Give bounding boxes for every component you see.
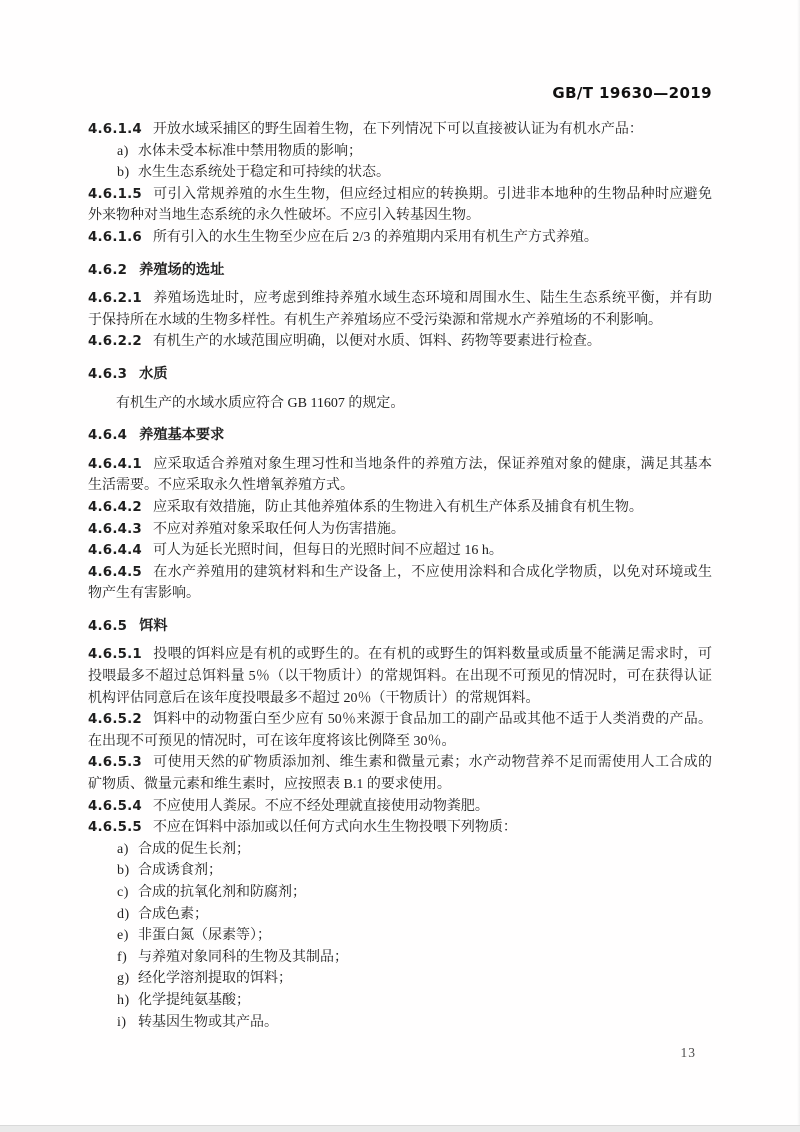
clause-text: 养殖场选址时，应考虑到维持养殖水域生态环境和周围水生、陆生生态系统平衡，并有助于保持所在水域的生物多样性。有机生产养殖场应不受污染源和常规水产养殖场的不利影响。: [88, 291, 712, 328]
list-item-marker: e): [117, 928, 129, 944]
heading-title: 养殖场的选址: [139, 261, 225, 278]
clause-paragraph: [88, 817, 712, 839]
list-item-marker: a): [117, 143, 129, 159]
heading-title: 饵料: [139, 617, 168, 634]
list-item-marker: c): [117, 885, 129, 900]
list-item-marker: f): [117, 949, 128, 965]
list-item-text: 合成诱食剂；: [138, 863, 222, 879]
clause-text: 有机生产的水域范围应明确，以便对水质、饵料、药物等要素进行检查。: [152, 334, 601, 350]
heading-number: 4.6.5: [88, 618, 128, 634]
clause-number: 4.6.5.4: [88, 798, 142, 814]
page-footer: [88, 1045, 712, 1061]
clause-number: 4.6.5.5: [88, 820, 142, 836]
list-item: [88, 162, 712, 184]
clause-number: 4.6.4.1: [88, 456, 142, 472]
list-item-text: 经化学溶剂提取的饵料；: [138, 971, 292, 987]
document-content: [88, 119, 712, 1033]
list-item: [88, 882, 712, 904]
clause-text: 可使用天然的矿物质添加剂、维生素和微量元素；水产动物营养不足而需使用人工合成的矿物质、微量元素和维生素时，应按照表 B.1 的要求使用。: [88, 755, 712, 793]
list-item-text: 合成的促生长剂；: [138, 841, 250, 857]
section-heading: [88, 364, 712, 386]
list-item: [88, 141, 712, 163]
list-item: [88, 839, 712, 861]
list-item: [88, 860, 712, 882]
clause-paragraph: [88, 644, 712, 709]
page-header: [88, 84, 712, 102]
list-item: [88, 947, 712, 969]
section-heading: [88, 425, 712, 447]
list-item: [88, 925, 712, 947]
list-item: [88, 968, 712, 990]
list-item-marker: a): [117, 841, 129, 857]
list-item: [88, 1012, 712, 1034]
clause-text: 可人为延长光照时间，但每日的光照时间不应超过 16 h。: [152, 543, 503, 559]
clause-text: 饵料中的动物蛋白至少应有 50％来源于食品加工的副产品或其他不适于人类消费的产品。在出现不可预见的情况时，可在该年度将该比例降至 30％。: [88, 712, 712, 749]
clause-paragraph: [88, 227, 712, 249]
ordered-list: [88, 839, 712, 1033]
clause-paragraph: [88, 288, 712, 331]
clause-number: 4.6.5.3: [88, 755, 142, 771]
clause-paragraph: [88, 497, 712, 519]
list-item-marker: d): [117, 906, 130, 922]
clause-number: 4.6.2.1: [88, 291, 142, 307]
page-number: 13: [680, 1045, 696, 1061]
list-item-marker: h): [117, 992, 130, 1008]
ordered-list: [88, 141, 712, 184]
clause-text: 投喂的饵料应是有机的或野生的。在有机的或野生的饵料数量或质量不能满足需求时，可投喂最多不超过总饵料量 5％（以干物质计）的常规饵料。在出现不可预见的情况时，可在获得认证机构评估同意后在该年度投喂最多不超过 20％（干物质计）的常规饵料。: [88, 647, 712, 706]
clause-paragraph: [88, 540, 712, 562]
clause-number: 4.6.5.1: [88, 647, 142, 663]
clause-text: 不应使用人粪尿。不应不经处理就直接使用动物粪肥。: [152, 798, 489, 814]
clause-text: 不应在饵料中添加或以任何方式向水生生物投喂下列物质：: [152, 820, 517, 836]
list-item-text: 合成色素；: [138, 906, 208, 922]
clause-text: 在水产养殖用的建筑材料和生产设备上，不应使用涂料和合成化学物质，以免对环境或生物产生有害影响。: [88, 564, 712, 602]
list-item-text: 合成的抗氧化剂和防腐剂；: [138, 885, 306, 900]
clause-paragraph: [88, 184, 712, 227]
clause-paragraph: [88, 752, 712, 795]
heading-title: 水质: [139, 365, 168, 382]
clause-number: 4.6.4.5: [88, 564, 142, 580]
clause-paragraph: [88, 519, 712, 541]
clause-number: 4.6.4.2: [88, 499, 142, 515]
list-item-text: 非蛋白氮（尿素等）；: [138, 928, 271, 944]
clause-paragraph: [88, 562, 712, 605]
list-item-marker: g): [117, 971, 130, 987]
clause-number: 4.6.4.4: [88, 543, 142, 559]
list-item-text: 化学提纯氨基酸；: [138, 992, 250, 1008]
section-heading: [88, 260, 712, 282]
heading-number: 4.6.2: [88, 262, 128, 278]
list-item-marker: b): [117, 863, 130, 879]
list-item-text: 与养殖对象同科的生物及其制品；: [138, 949, 348, 965]
clause-paragraph: [88, 796, 712, 818]
clause-paragraph: [88, 454, 712, 497]
list-item: [88, 904, 712, 926]
clause-paragraph: [88, 119, 712, 141]
clause-text: 开放水域采捕区的野生固着生物，在下列情况下可以直接被认证为有机水产品：: [152, 122, 643, 137]
clause-paragraph: [88, 709, 712, 752]
clause-text: 所有引入的水生生物至少应在后 2/3 的养殖期内采用有机生产方式养殖。: [152, 229, 598, 245]
clause-number: 4.6.1.4: [88, 122, 142, 137]
clause-text: 应采取有效措施，防止其他养殖体系的生物进入有机生产体系及捕食有机生物。: [152, 499, 643, 515]
clause-paragraph: [88, 331, 712, 353]
heading-title: 养殖基本要求: [139, 427, 225, 444]
heading-number: 4.6.3: [88, 366, 128, 382]
standard-number: GB/T 19630—2019: [552, 84, 712, 102]
scan-edge-bottom: [0, 1125, 800, 1132]
clause-number: 4.6.1.6: [88, 229, 142, 245]
clause-text: 不应对养殖对象采取任何人为伤害措施。: [152, 521, 405, 537]
section-heading: [88, 616, 712, 638]
list-item: [88, 990, 712, 1012]
heading-number: 4.6.4: [88, 428, 128, 444]
list-item-marker: i): [117, 1014, 127, 1030]
clause-number: 4.6.5.2: [88, 712, 142, 728]
clause-number: 4.6.4.3: [88, 521, 142, 537]
clause-number: 4.6.1.5: [88, 186, 142, 202]
list-item-text: 转基因生物或其产品。: [138, 1014, 278, 1030]
list-item-text: 水体未受本标准中禁用物质的影响；: [138, 143, 362, 159]
clause-text: 应采取适合养殖对象生理习性和当地条件的养殖方法，保证养殖对象的健康，满足其基本生活需要。不应采取永久性增氧养殖方式。: [88, 456, 712, 494]
clause-text: 可引入常规养殖的水生生物，但应经过相应的转换期。引进非本地种的生物品种时应避免外来物种对当地生态系统的永久性破坏。不应引入转基因生物。: [88, 186, 712, 224]
list-item-marker: b): [117, 165, 130, 181]
indented-paragraph: 有机生产的水域水质应符合 GB 11607 的规定。: [116, 395, 405, 411]
clause-number: 4.6.2.2: [88, 334, 142, 350]
list-item-text: 水生生态系统处于稳定和可持续的状态。: [138, 165, 390, 181]
